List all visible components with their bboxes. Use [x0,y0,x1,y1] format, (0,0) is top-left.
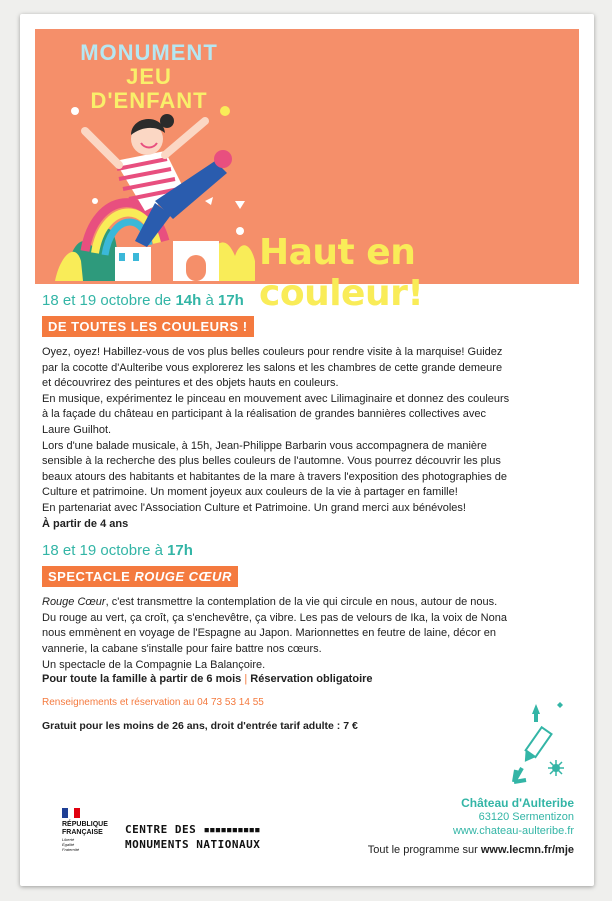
poster-content [42,290,512,732]
contact-info: Renseignements et réservation au 04 73 53 14 55 [42,697,264,709]
section1-paragraph: En musique, expérimentez le pinceau en mouvement avec Lilimaginaire et donnez des couleurs à la façade du château en participant à la réalisation de grandes bannières collectives avec Laure Guilhot. [42,392,510,436]
venue-website-link[interactable]: www.chateau-aulteribe.fr [452,825,574,837]
venue-address: 63120 Sermentizon [478,811,574,823]
child-illustration [55,91,255,281]
section1-age: À partir de 4 ans [42,517,129,530]
brand-line-1: MONUMENT [80,40,218,65]
decorative-pencil-icon [508,698,578,788]
programme-line: Tout le programme sur www.lecmn.fr/mje [367,844,574,856]
cmn-logo: CENTRE DES ▪▪▪▪▪▪▪▪▪▪ MONUMENTS NATIONAUX [125,823,261,851]
section2-body [42,595,512,685]
section1-paragraph: Oyez, oyez! Habillez-vous de vos plus belles couleurs pour rendre visite à la marquise! Guidez par la cocotte d'Aulteribe vous explorerez les salons et les chambres de cette grande demeure et découvrirez des peintures et des objets hauts en couleurs. [42,346,503,390]
section2-tag: SPECTACLE ROUGE CŒUR [42,566,238,587]
brand-line-2: JEU D'ENFANT [90,64,208,113]
poster-frame [20,14,594,886]
republique-francaise-logo: RÉPUBLIQUE FRANÇAISE Liberté Égalité Fraternité [62,808,122,852]
section2-paragraph: Un spectacle de la Compagnie La Balançoire. [42,658,266,671]
section1-paragraph: En partenariat avec l'Association Culture et Patrimoine. Un grand merci aux bénévoles! [42,501,466,514]
pricing-info: Gratuit pour les moins de 26 ans, droit d'entrée tarif adulte : 7 € [42,720,358,733]
venue-info [368,796,574,857]
french-flag-icon [62,808,80,818]
section2-paragraph: Rouge Cœur, c'est transmettre la contemplation de la vie qui circule en nous, autour de nous. Du rouge au vert, ça croît, ça s'enchevêtre, ça vibre. Les pas de velours de Ika, la voix de Nona nous emmènent en voyage de l'Espagne au Japon. Marionnettes en feutre de laine, décor en vannerie, la cabane s'installe pour faire battre nos cœurs. [42,596,507,655]
venue-name: Château d'Aulteribe [461,796,574,810]
section1-body [42,345,512,532]
section1-paragraph: Lors d'une balade musicale, à 15h, Jean-Philippe Barbarin vous accompagnera de manière sensible à la recherche des plus belles couleurs de l'automne. Vous pourrez découvrir les plus beaux atours des habitants et habitantes de la mare à travers l'exposition des photographies de Culture et patrimoine. Un moment joyeux aux couleurs de la vie à partager en famille! [42,439,508,499]
section1-tag: DE TOUTES LES COULEURS ! [42,316,254,337]
section1-date: 18 et 19 octobre de 14h à 17h [42,292,244,309]
poster-title: Haut en couleur! [259,232,424,314]
section2-audience: Pour toute la famille à partir de 6 mois | Réservation obligatoire [42,673,373,686]
section2-date: 18 et 19 octobre à 17h [42,542,193,560]
programme-link[interactable]: www.lecmn.fr/mje [480,844,574,856]
